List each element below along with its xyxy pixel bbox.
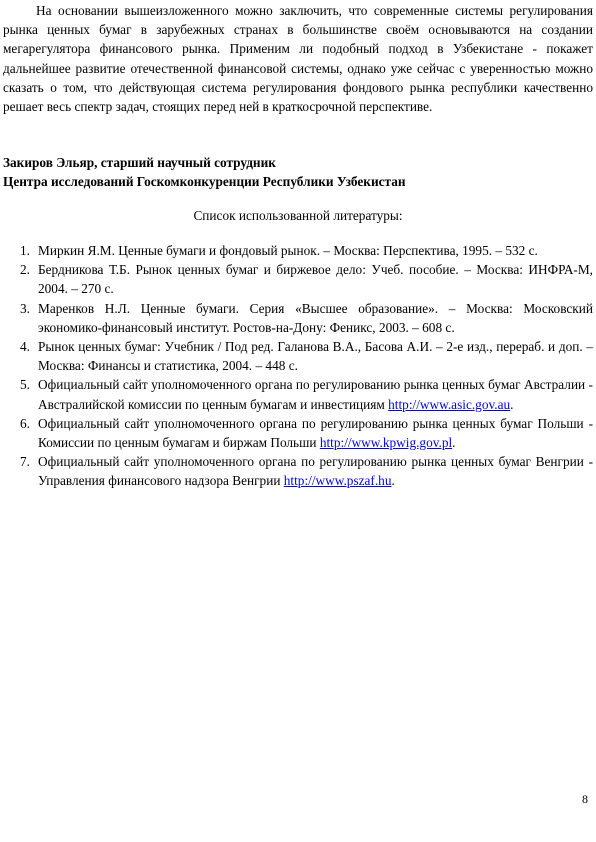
reference-number: 5. xyxy=(20,377,30,393)
reference-item xyxy=(3,241,593,260)
reference-text: Маренков Н.Л. Ценные бумаги. Серия «Высшее образование». – Москва: Московский экономико-финансовый институт. Ростов-на-Дону: Феникс, 2003. – 608 с. xyxy=(38,300,593,335)
reference-number: 1. xyxy=(20,243,30,258)
reference-link-pszaf[interactable]: http://www.pszaf.hu xyxy=(283,473,392,489)
reference-link-period: . xyxy=(391,473,395,489)
reference-number: 2. xyxy=(20,262,30,278)
reference-number: 6. xyxy=(20,415,30,431)
reference-link-period: . xyxy=(510,396,514,412)
reference-number: 4. xyxy=(20,339,30,355)
reference-item xyxy=(3,452,593,490)
page-number: 8 xyxy=(582,792,588,806)
reference-link-kpwig[interactable]: http://www.kpwig.gov.pl xyxy=(319,435,453,451)
reference-link-period: . xyxy=(452,435,456,451)
reference-text: Миркин Я.М. Ценные бумаги и фондовый рынок. – Москва: Перспектива, 1995. – 532 с. xyxy=(38,243,538,258)
reference-text: Официальный сайт уполномоченного органа по регулированию рынка ценных бумаг Австралии - Австралийской комиссии по ценным бумагам и инвестициям xyxy=(38,377,593,412)
reference-text: Рынок ценных бумаг: Учебник / Под ред. Галанова В.А., Басова А.И. – 2-е изд., перераб. и доп. – Москва: Финансы и статистика, 2004. – 448 с. xyxy=(38,339,593,374)
reference-text: Официальный сайт уполномоченного органа по регулированию рынка ценных бумаг Польши - Комиссии по ценным бумагам и биржам Польши xyxy=(38,415,593,451)
reference-item xyxy=(3,375,593,413)
reference-item xyxy=(3,299,593,337)
references-title: Список использованной литературы: xyxy=(193,208,403,223)
references-list xyxy=(3,241,593,491)
conclusion-paragraph: На основании вышеизложенного можно заключить, что современные системы регулирования рынка ценных бумаг в зарубежных странах в большинстве своём основываются на создании мегарегулятора финансового рынка. Применим ли подобный подход в Узбекистане - покажет дальнейшее развитие отечественной финансовой системы, однако уже сейчас с уверенностью можно сказать о том, что действующая система регулирования фондового рынка республики качественно решает весь спектр задач, стоящих перед ней в краткосрочной перспективе. xyxy=(3,3,593,115)
reference-link-asic[interactable]: http://www.asic.gov.au xyxy=(388,396,511,412)
author-block xyxy=(3,153,593,191)
reference-item xyxy=(3,414,593,452)
author-affiliation-line: Центра исследований Госкомконкуренции Республики Узбекистан xyxy=(3,174,406,190)
reference-item xyxy=(3,260,593,298)
reference-item xyxy=(3,337,593,375)
reference-text: Официальный сайт уполномоченного органа по регулированию рынка ценных бумаг Венгрии - Управления финансового надзора Венгрии xyxy=(38,454,593,489)
reference-number: 3. xyxy=(20,300,30,316)
reference-text: Бердникова Т.Б. Рынок ценных бумаг и биржевое дело: Учеб. пособие. – Москва: ИНФРА-М, 2004. – 270 с. xyxy=(38,262,593,297)
reference-number: 7. xyxy=(20,454,30,470)
document-page xyxy=(3,0,593,842)
author-name-line: Закиров Эльяр, старший научный сотрудник xyxy=(3,155,276,170)
